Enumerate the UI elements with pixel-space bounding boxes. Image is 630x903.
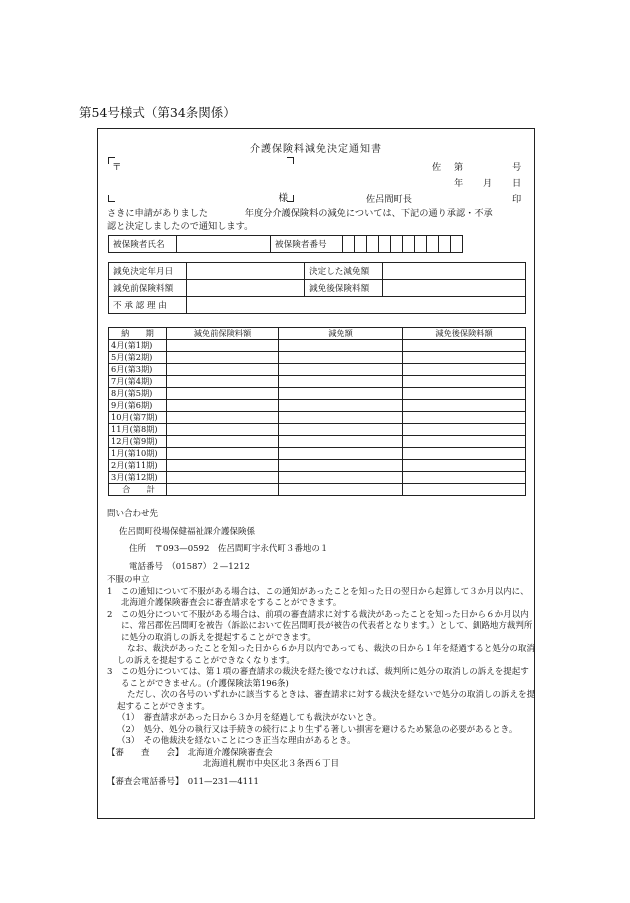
notice-form <box>97 128 535 819</box>
contact-heading: 問い合わせ先 <box>107 509 159 519</box>
doc-dai: 第 <box>454 162 464 173</box>
insured-number-digit[interactable] <box>391 236 403 253</box>
doc-go: 号 <box>512 162 522 173</box>
before-amount-label: 減免前保険料額 <box>109 280 187 297</box>
after-cell[interactable] <box>403 400 526 412</box>
insured-number-digit[interactable] <box>415 236 427 253</box>
period-label: 3月(第12期) <box>109 472 167 484</box>
board-phone-label: 【審査会電話番号】 <box>107 776 180 787</box>
after-amount-label: 減免後保険料額 <box>305 280 383 297</box>
before-cell[interactable] <box>167 376 279 388</box>
period-label: 7月(第4期) <box>109 376 167 388</box>
table-row <box>109 412 526 424</box>
header-after: 減免後保険料額 <box>403 328 526 340</box>
appeal-heading: 不服の申立 <box>107 575 150 585</box>
box-corner <box>108 195 115 202</box>
decision-amount-label: 決定した減免額 <box>305 263 383 280</box>
decision-date-field[interactable] <box>187 263 305 280</box>
table-row <box>109 424 526 436</box>
insured-number-label: 被保険者番号 <box>271 236 343 253</box>
appeal-sub-2: （2） 処分、処分の執行又は手続きの続行により生ずる著しい損害を避けるため緊急の必要があるとき。 <box>117 724 518 735</box>
insured-table <box>108 235 463 253</box>
appeal-sub-3: （3） その他裁決を経ないことにつき正当な理由があるとき。 <box>117 736 356 746</box>
period-label: 4月(第1期) <box>109 340 167 352</box>
insured-name-label: 被保険者氏名 <box>109 236 177 253</box>
date-year: 年 <box>454 178 464 189</box>
period-label: 12月(第9期) <box>109 436 167 448</box>
table-row <box>109 400 526 412</box>
header-before: 減免前保険料額 <box>167 328 279 340</box>
before-cell[interactable] <box>167 436 279 448</box>
reduction-total-cell[interactable] <box>279 484 403 496</box>
doc-prefix: 佐 <box>432 162 442 173</box>
board-label: 【審 査 会】 <box>107 747 180 758</box>
after-cell[interactable] <box>403 352 526 364</box>
reason-field[interactable] <box>187 297 526 314</box>
table-row <box>109 340 526 352</box>
issuer: 佐呂間町長 <box>366 194 412 205</box>
table-row <box>109 460 526 472</box>
table-row <box>109 448 526 460</box>
before-cell[interactable] <box>167 472 279 484</box>
reduction-cell[interactable] <box>279 400 403 412</box>
before-cell[interactable] <box>167 460 279 472</box>
total-label: 合 計 <box>109 484 167 496</box>
before-amount-field[interactable] <box>187 280 305 297</box>
addressee-suffix: 様 <box>278 193 288 204</box>
board-name: 北海道介護保険審査会 <box>187 747 273 758</box>
intro-line-2: 認と決定しましたので通知します。 <box>107 220 254 232</box>
seal: 印 <box>512 194 522 205</box>
appeal-item-1: 1 この通知について不服がある場合は、この通知があったことを知った日の翌日から起算して３か月以内に、北海道介護保険審査会に審査請求をすることができます。 <box>107 586 529 608</box>
before-cell[interactable] <box>167 340 279 352</box>
appeal-item-3-note: ただし、次の各号のいずれかに該当するときは、審査請求に対する裁決を経ないで処分の取消しの訴えを提起することができます。 <box>117 690 536 712</box>
reduction-cell[interactable] <box>279 448 403 460</box>
date-day: 日 <box>512 178 522 189</box>
total-row <box>109 484 526 496</box>
intro-line-1: さきに申請がありました 年度分介護保険料の減免については、下記の通り承認・不承 <box>107 208 493 219</box>
insured-number-digit[interactable] <box>379 236 391 253</box>
postal-mark: 〒 <box>112 162 122 173</box>
before-cell[interactable] <box>167 364 279 376</box>
before-cell[interactable] <box>167 352 279 364</box>
period-label: 9月(第6期) <box>109 400 167 412</box>
reason-label: 不 承 認 理 由 <box>109 297 187 314</box>
table-row <box>109 364 526 376</box>
after-cell[interactable] <box>403 376 526 388</box>
reduction-cell[interactable] <box>279 472 403 484</box>
before-total-cell[interactable] <box>167 484 279 496</box>
appeal-section <box>107 575 535 788</box>
board-phone-line <box>107 777 535 789</box>
after-cell[interactable] <box>403 364 526 376</box>
period-label: 1月(第10期) <box>109 448 167 460</box>
reduction-cell[interactable] <box>279 436 403 448</box>
board-address: 北海道札幌市中央区北３条西６丁目 <box>203 759 340 769</box>
period-label: 6月(第3期) <box>109 364 167 376</box>
intro-text <box>107 208 531 233</box>
appeal-item-2: 2 この処分について不服がある場合は、前項の審査請求に対する裁決があったことを知った日から６か月以内に、常呂郡佐呂間町を被告（訴訟において佐呂間町長が被告の代表者となります。）として、釧路地方裁判所に処分の取消しの訴えを提起することができます。 <box>107 609 533 643</box>
after-amount-field[interactable] <box>383 280 526 297</box>
insured-number-digit[interactable] <box>343 236 355 253</box>
table-row <box>109 436 526 448</box>
table-row <box>109 352 526 364</box>
board-line <box>107 748 535 760</box>
after-total-cell[interactable] <box>403 484 526 496</box>
period-label: 2月(第11期) <box>109 460 167 472</box>
after-cell[interactable] <box>403 388 526 400</box>
after-cell[interactable] <box>403 340 526 352</box>
contact-office: 佐呂間町役場保健福祉課介護保険係 <box>119 526 256 537</box>
period-label: 5月(第2期) <box>109 352 167 364</box>
reduction-cell[interactable] <box>279 340 403 352</box>
appeal-item-2-note: なお、裁決があったことを知った日から６か月以内であっても、裁決の日から１年を経過すると処分の取消しの訴えを提起することができなくなります。 <box>117 644 535 666</box>
reduction-cell[interactable] <box>279 460 403 472</box>
table-row <box>109 388 526 400</box>
reduction-cell[interactable] <box>279 364 403 376</box>
form-title: 介護保険料減免決定通知書 <box>250 144 382 155</box>
reduction-cell[interactable] <box>279 412 403 424</box>
header-reduction: 減免額 <box>279 328 403 340</box>
decision-amount-field[interactable] <box>383 263 526 280</box>
before-cell[interactable] <box>167 388 279 400</box>
box-corner <box>287 157 294 164</box>
appeal-sub-1: （1） 審査請求があった日から３か月を経過しても裁決がないとき。 <box>117 713 382 723</box>
period-label: 11月(第8期) <box>109 424 167 436</box>
period-label: 8月(第5期) <box>109 388 167 400</box>
after-cell[interactable] <box>403 436 526 448</box>
before-cell[interactable] <box>167 448 279 460</box>
insured-name-field[interactable] <box>177 236 271 253</box>
schedule-table <box>108 327 526 496</box>
reduction-cell[interactable] <box>279 388 403 400</box>
table-row <box>109 472 526 484</box>
after-cell[interactable] <box>403 448 526 460</box>
contact-section <box>107 509 535 573</box>
before-cell[interactable] <box>167 424 279 436</box>
period-label: 10月(第7期) <box>109 412 167 424</box>
after-cell[interactable] <box>403 412 526 424</box>
insured-number-digit[interactable] <box>367 236 379 253</box>
reduction-cell[interactable] <box>279 376 403 388</box>
after-cell[interactable] <box>403 460 526 472</box>
before-cell[interactable] <box>167 400 279 412</box>
header-period: 納 期 <box>109 328 167 340</box>
contact-address: 住所 〒093—0592 佐呂間町宇永代町３番地の１ <box>129 544 329 554</box>
form-number: 第54号様式（第34条関係） <box>79 105 236 120</box>
insured-number-digit[interactable] <box>439 236 451 253</box>
table-row <box>109 376 526 388</box>
board-phone: 011—231—4111 <box>187 776 259 787</box>
reduction-cell[interactable] <box>279 352 403 364</box>
insured-number-digit[interactable] <box>427 236 439 253</box>
date-month: 月 <box>483 178 493 189</box>
before-cell[interactable] <box>167 412 279 424</box>
after-cell[interactable] <box>403 472 526 484</box>
insured-number-digit[interactable] <box>355 236 367 253</box>
decision-date-label: 減免決定年月日 <box>109 263 187 280</box>
after-cell[interactable] <box>403 424 526 436</box>
decision-table <box>108 262 526 314</box>
insured-number-digit[interactable] <box>403 236 415 253</box>
reduction-cell[interactable] <box>279 424 403 436</box>
contact-phone: 電話番号 （01587）２—1212 <box>129 561 250 572</box>
appeal-item-3: 3 この処分については、第１項の審査請求の裁決を経た後でなければ、裁判所に処分の取消しの訴えを提起することができません。(介護保険法第196条) <box>107 667 529 689</box>
addressee-box <box>108 157 294 202</box>
box-corner <box>287 195 294 202</box>
insured-number-digit[interactable] <box>451 236 463 253</box>
